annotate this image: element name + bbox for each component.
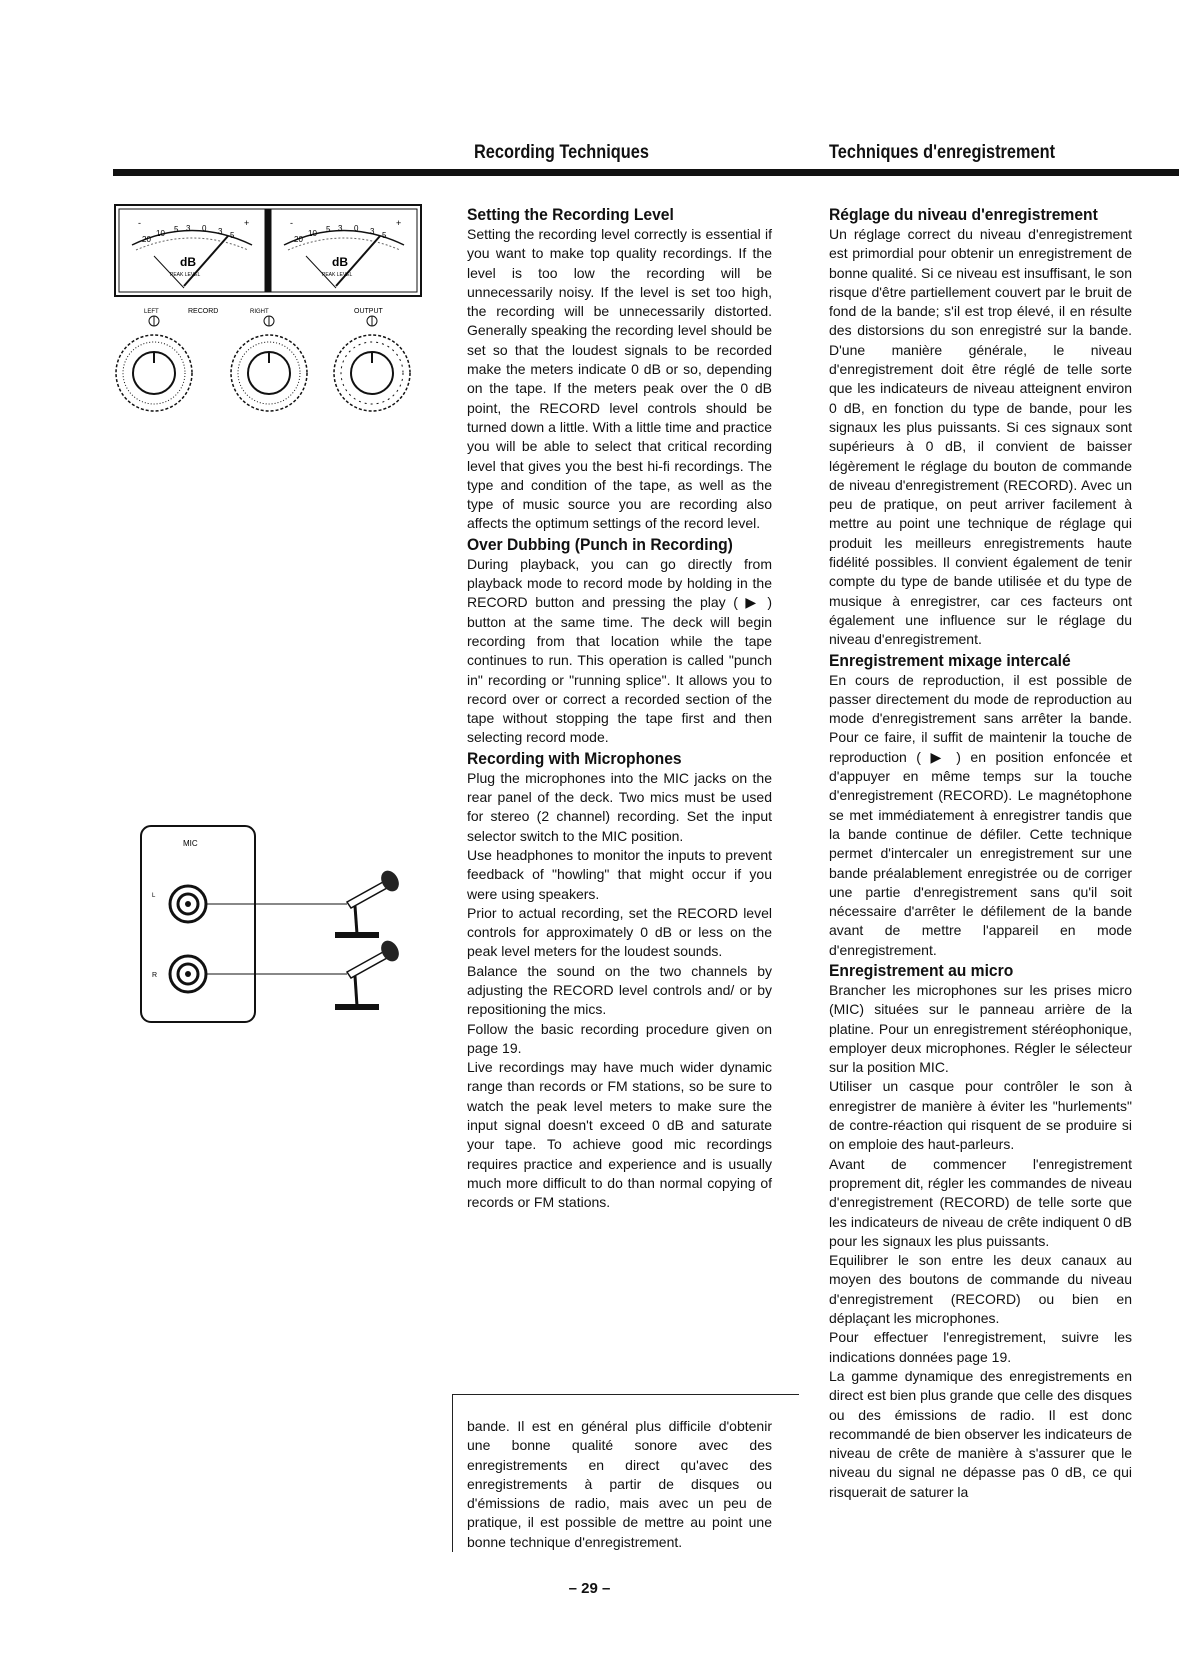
meter-left-tick-6: 3 <box>218 227 223 236</box>
meter-left-tick-3: 5 <box>174 225 179 234</box>
meter-left-tick-7: 5 <box>230 231 235 240</box>
meter-right-plus: + <box>396 218 402 228</box>
fr-text-micro-2: Utiliser un casque pour contrôler le son à enregistrer de manière à éviter les "hurlements" de contre-réaction qui risquent de se produire si on emploie des haut-parleurs. <box>829 1078 1132 1153</box>
meter-left-unit: dB <box>180 255 196 269</box>
mic-jack-left[interactable] <box>170 886 206 922</box>
en-heading-over-dubbing: Over Dubbing (Punch in Recording) <box>467 534 733 554</box>
meter-left-tick-5: 0 <box>202 224 207 233</box>
meter-right-peak-label: PEAK LEVEL <box>322 272 353 278</box>
left-record-knob[interactable] <box>116 335 192 411</box>
meter-left-minus: - <box>138 218 141 228</box>
en-text-mic-4: Balance the sound on the two channels by adjusting the RECORD level controls and/ or by repositioning the mics. <box>467 962 772 1018</box>
label-record: RECORD <box>188 308 219 315</box>
output-knob[interactable] <box>334 335 410 411</box>
label-right: RIGHT <box>250 309 269 315</box>
fr-heading-micro: Enregistrement au micro <box>829 960 1014 980</box>
meter-right-tick-4: 3 <box>338 224 343 233</box>
en-text-mic-2: Use headphones to monitor the inputs to prevent feedback of "howling" that might occur if you were using speakers. <box>467 846 772 902</box>
label-left: LEFT <box>144 309 159 315</box>
meter-left-plus: + <box>244 218 250 228</box>
meter-right-tick-2: 10 <box>308 229 317 238</box>
header-rule <box>113 169 1179 176</box>
left-meter <box>132 218 252 288</box>
fr-text-micro-6: La gamme dynamique des enregistrements en direct est bien plus grande que celle des disques ou des émissions de radio. Il est donc recommandé de bien observer les indicateurs de niveau de crête de manière à s'assurer que le niveau du signal ne dépasse pas 0 dB, ce qui risquerait de saturer la <box>829 1367 1132 1500</box>
en-text-mic-5: Follow the basic recording procedure given on page 19. <box>467 1020 772 1056</box>
mic-left-jack-label: L <box>152 893 156 899</box>
fr-text-reglage: Un réglage correct du niveau d'enregistrement est primordial pour obtenir un enregistrement de bonne qualité. Si ce niveau est insuffisant, le son risque d'être partiellement couvert par le bruit de fond de la bande; s'il est trop élevé, il en résulte des distorsions du son enregistré sur la bande. D'une manière générale, le niveau d'enregistrement doit être réglé de telle sorte que les indicateurs de niveau atteignent environ 0 dB, en fonction du type de bande, pour les signaux les plus puissants. Si ces signaux sont supérieurs à 0 dB, il convient de baisser légèrement le réglage du bouton de commande de niveau d'enregistrement (RECORD). Avec un peu de pratique, on peut arriver facilement à mettre au point une technique de réglage qui produit les meilleurs enregistrements haute fidélité possibles. Il convient également de tenir compte du type de bande utilisée et du type de musique à enregistrer, car ces facteurs ont également une influence sur le réglage du niveau d'enregistrement. <box>829 226 1132 648</box>
microphone-left-icon <box>335 867 402 938</box>
mic-panel-label: MIC <box>183 839 198 848</box>
meter-right-unit: dB <box>332 255 348 269</box>
meter-left-tick-4: 3 <box>186 224 191 233</box>
meter-right-tick-7: 5 <box>382 231 387 240</box>
mic-right-jack-label: R <box>152 972 158 979</box>
fr-text-mixage: En cours de reproduction, il est possible de passer directement du mode de reproduction au mode d'enregistrement sans arrêter la bande. Pour ce faire, il suffit de maintenir la touche de reproduction ( ▶ ) en position enfoncée et d'appuyer en même temps sur la touche d'enregistrement (RECORD). Le magnétophone se met immédiatement à enregistrer tandis que la bande continue de défiler. Cette technique permet d'intercaler un enregistrement sur une bande préalablement enregistrée ou de corriger une partie d'enregistrement sans qu'il soit nécessaire d'arrêter le défilement de la bande avant de mettre l'appareil en mode d'enregistrement. <box>829 671 1132 958</box>
header-title-fr: Techniques d'enregistrement <box>829 142 1056 163</box>
meter-right-tick-3: 5 <box>326 225 331 234</box>
en-text-mic-3: Prior to actual recording, set the RECORD level controls for approximately 0 dB or less on the peak level meters for the loudest sounds. <box>467 904 772 960</box>
meter-right-tick-5: 0 <box>354 224 359 233</box>
french-continuation <box>467 1417 772 1552</box>
label-output: OUTPUT <box>354 308 383 315</box>
meter-left-peak-label: PEAK LEVEL <box>170 272 201 278</box>
french-column <box>829 204 1132 1502</box>
knob-indicators <box>149 316 377 326</box>
en-text-mic-1: Plug the microphones into the MIC jacks on the rear panel of the deck. Two mics must be used for stereo (2 channel) recording. Set the input selector switch to the MIC position. <box>467 769 772 844</box>
fr-heading-mixage: Enregistrement mixage intercalé <box>829 650 1071 670</box>
fr-heading-reglage: Réglage du niveau d'enregistrement <box>829 205 1098 224</box>
fr-text-micro-3: Avant de commencer l'enregistrement proprement dit, régler les commandes de niveau d'enregistrement (RECORD) de telle sorte que les indicateurs de niveau de crête indiquent 0 dB pour les signaux les plus puissants. <box>829 1155 1132 1249</box>
fr-text-micro-4: Equilibrer le son entre les deux canaux au moyen des boutons de commande du niveau d'enregistrement (RECORD) ou bien en déplaçant les microphones. <box>829 1252 1132 1327</box>
meter-left-tick-2: 10 <box>156 229 165 238</box>
fr-text-continuation: bande. Il est en général plus difficile d'obtenir une bonne qualité sonore avec des enregistrements en direct qu'avec des enregistrements à partir de disques ou d'émissions de radio, mais avec un peu de pratique, il est possible de mettre au point une bonne technique d'enregistrement. <box>467 1418 772 1550</box>
en-text-mic-6: Live recordings may have much wider dynamic range than records or FM stations, so be sure to watch the peak level meters to make sure the input signal doesn't exceed 0 dB and saturate your tape. To achieve good mic recordings requires practice and experience and is usually much more difficult to do than normal copying of records or FM stations. <box>467 1059 772 1211</box>
meter-panel <box>115 205 421 296</box>
en-text-over-dubbing: During playback, you can go directly from playback mode to record mode by holding in the RECORD button and pressing the play ( ▶ ) button at the same time. The deck will begin recording from that location while the tape continues to run. This operation is called "punch in" recording or "running splice". It allows you to record over or correct a recorded section of the tape without stopping the tape first and then selecting record mode. <box>467 555 772 746</box>
header-title-en: Recording Techniques <box>474 142 649 163</box>
en-heading-setting-level: Setting the Recording Level <box>467 205 674 224</box>
mic-jacks-figure <box>135 822 430 1027</box>
meters-knobs-figure <box>108 200 428 430</box>
meter-right-tick-1: 20 <box>294 235 303 244</box>
mic-jack-right[interactable] <box>170 956 206 992</box>
meter-right-minus: - <box>290 218 293 228</box>
fr-text-micro-5: Pour effectuer l'enregistrement, suivre les indications données page 19. <box>829 1329 1132 1365</box>
meter-left-tick-1: 20 <box>142 235 151 244</box>
english-column <box>467 204 772 1213</box>
meter-right-tick-6: 3 <box>370 227 375 236</box>
right-meter <box>284 218 404 288</box>
right-record-knob[interactable] <box>231 335 307 411</box>
fr-text-micro-1: Brancher les microphones sur les prises micro (MIC) situées sur le panneau arrière de la platine. Pour un enregistrement stéréophonique, employer deux microphones. Régler le sélecteur sur la position MIC. <box>829 981 1132 1076</box>
en-text-setting-level: Setting the recording level correctly is essential if you want to make top quality recordings. If the level is too low the recording will be unnecessarily noisy. If the level is set too high, the recording will be unnecessarily distorted. Generally speaking the recording level should be set so that the loudest signals to be recorded make the meters indicate 0 dB or so, depending on the tape. If the meters peak over the 0 dB point, the RECORD level controls should be turned down a little. With a little time and practice you will be able to select that critical recording level that gives you the best hi-fi recordings. The type and condition of the tape, as well as the type of music source you are recording also affects the optimum settings of the record level. <box>467 226 772 532</box>
en-heading-microphones: Recording with Microphones <box>467 748 682 768</box>
page-number: – 29 – <box>568 1580 611 1597</box>
